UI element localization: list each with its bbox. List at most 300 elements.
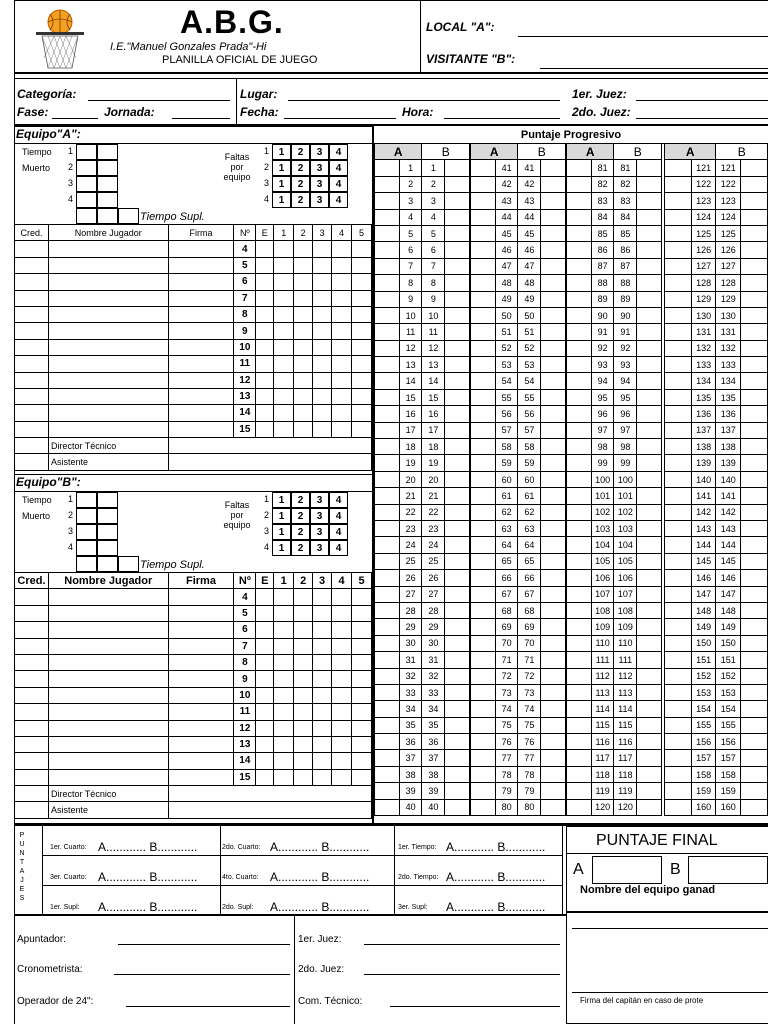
progressive-mark-b[interactable] [741,406,768,422]
foul-box[interactable]: 4 [329,144,348,160]
foul-box[interactable]: 2 [291,144,310,160]
progressive-mark-a[interactable] [375,602,400,618]
progressive-mark-b[interactable] [637,783,662,799]
progressive-mark-a[interactable] [375,635,400,651]
timeout-box[interactable] [97,524,118,540]
roster-cell[interactable] [351,274,371,290]
progressive-mark-b[interactable] [445,750,470,766]
progressive-mark-a[interactable] [665,176,692,192]
roster-cell[interactable] [168,638,234,654]
roster-cell[interactable] [168,241,234,257]
roster-cell[interactable] [168,654,234,670]
progressive-mark-b[interactable] [741,389,768,405]
progressive-mark-b[interactable] [541,717,566,733]
progressive-point-b[interactable]: 57 [518,422,541,438]
progressive-point-b[interactable]: 54 [518,373,541,389]
progressive-mark-b[interactable] [741,570,768,586]
progressive-point-b[interactable]: 146 [716,570,741,586]
progressive-point-b[interactable]: 83 [614,193,637,209]
progressive-point-b[interactable]: 76 [518,734,541,750]
final-a-box[interactable] [592,856,662,884]
progressive-point-a[interactable]: 66 [495,570,518,586]
roster-cell[interactable] [256,241,274,257]
foul-box[interactable]: 1 [272,144,291,160]
progressive-mark-b[interactable] [445,799,470,815]
foul-box[interactable]: 3 [310,524,329,540]
roster-cell[interactable] [256,274,274,290]
roster-cell[interactable] [48,356,168,372]
roster-cell[interactable] [48,241,168,257]
progressive-point-b[interactable]: 59 [518,455,541,471]
progressive-mark-a[interactable] [471,750,496,766]
progressive-point-b[interactable]: 13 [422,357,445,373]
roster-cell[interactable] [332,622,352,638]
progressive-point-a[interactable]: 102 [591,504,614,520]
foul-box[interactable]: 4 [329,176,348,192]
progressive-mark-b[interactable] [541,160,566,176]
progressive-mark-a[interactable] [665,160,692,176]
progressive-point-b[interactable]: 95 [614,389,637,405]
roster-cell[interactable] [313,622,332,638]
progressive-mark-a[interactable] [375,373,400,389]
roster-cell[interactable] [274,290,294,306]
progressive-mark-a[interactable] [567,684,592,700]
progressive-point-b[interactable]: 44 [518,209,541,225]
progressive-mark-b[interactable] [541,406,566,422]
progressive-point-a[interactable]: 43 [495,193,518,209]
progressive-point-b[interactable]: 144 [716,537,741,553]
roster-cell[interactable] [294,622,313,638]
foul-box[interactable]: 1 [272,524,291,540]
progressive-point-b[interactable]: 11 [422,324,445,340]
progressive-point-a[interactable]: 99 [591,455,614,471]
foul-box[interactable]: 4 [329,160,348,176]
progressive-point-a[interactable]: 96 [591,406,614,422]
progressive-point-a[interactable]: 135 [691,389,716,405]
roster-cell[interactable] [352,736,372,752]
roster-cell[interactable] [15,638,49,654]
progressive-point-a[interactable]: 20 [399,471,422,487]
progressive-point-a[interactable]: 104 [591,537,614,553]
foul-box[interactable]: 3 [310,508,329,524]
progressive-point-b[interactable]: 156 [716,734,741,750]
progressive-mark-b[interactable] [541,586,566,602]
progressive-mark-b[interactable] [541,291,566,307]
progressive-point-b[interactable]: 116 [614,734,637,750]
roster-cell[interactable] [168,323,234,339]
progressive-point-a[interactable]: 124 [691,209,716,225]
progressive-point-a[interactable]: 28 [399,602,422,618]
progressive-point-b[interactable]: 26 [422,570,445,586]
progressive-point-b[interactable]: 55 [518,389,541,405]
progressive-point-a[interactable]: 93 [591,357,614,373]
foul-box[interactable]: 4 [329,492,348,508]
progressive-mark-b[interactable] [445,652,470,668]
progressive-mark-b[interactable] [637,357,662,373]
roster-cell[interactable] [332,274,352,290]
progressive-point-a[interactable]: 94 [591,373,614,389]
progressive-mark-b[interactable] [637,471,662,487]
foul-box[interactable]: 2 [291,524,310,540]
progressive-mark-a[interactable] [375,406,400,422]
progressive-point-b[interactable]: 9 [422,291,445,307]
progressive-mark-a[interactable] [471,537,496,553]
progressive-mark-b[interactable] [637,422,662,438]
progressive-mark-b[interactable] [445,668,470,684]
roster-cell[interactable] [15,388,49,404]
puntaje-score[interactable]: A............ B............ [98,840,198,854]
progressive-point-b[interactable]: 122 [716,176,741,192]
progressive-point-b[interactable]: 49 [518,291,541,307]
progressive-mark-a[interactable] [471,176,496,192]
progressive-mark-b[interactable] [741,225,768,241]
foul-box[interactable]: 2 [291,192,310,208]
progressive-mark-a[interactable] [665,602,692,618]
progressive-point-b[interactable]: 70 [518,635,541,651]
progressive-point-a[interactable]: 26 [399,570,422,586]
progressive-mark-a[interactable] [471,602,496,618]
progressive-point-a[interactable]: 74 [495,701,518,717]
roster-cell[interactable] [294,290,313,306]
progressive-point-b[interactable]: 48 [518,275,541,291]
progressive-mark-a[interactable] [665,586,692,602]
roster-cell[interactable] [256,589,274,605]
progressive-mark-b[interactable] [741,471,768,487]
progressive-mark-b[interactable] [637,307,662,323]
roster-cell[interactable] [313,769,332,785]
juez2-field[interactable] [364,974,560,975]
progressive-point-a[interactable]: 63 [495,520,518,536]
progressive-mark-a[interactable] [375,357,400,373]
progressive-mark-a[interactable] [665,504,692,520]
roster-cell[interactable] [15,704,49,720]
progressive-point-b[interactable]: 107 [614,586,637,602]
progressive-point-b[interactable]: 101 [614,488,637,504]
progressive-point-a[interactable]: 150 [691,635,716,651]
roster-cell[interactable] [313,372,332,388]
foul-box[interactable]: 2 [291,508,310,524]
roster-cell[interactable] [274,388,294,404]
roster-cell[interactable] [294,372,313,388]
roster-cell[interactable] [313,589,332,605]
progressive-mark-a[interactable] [375,258,400,274]
roster-cell[interactable] [274,372,294,388]
progressive-mark-a[interactable] [665,750,692,766]
progressive-mark-b[interactable] [741,488,768,504]
progressive-point-b[interactable]: 147 [716,586,741,602]
roster-cell[interactable] [294,769,313,785]
roster-cell[interactable] [48,736,168,752]
progressive-point-b[interactable]: 145 [716,553,741,569]
roster-cell[interactable] [313,687,332,703]
progressive-mark-a[interactable] [567,193,592,209]
progressive-point-a[interactable]: 13 [399,357,422,373]
progressive-mark-b[interactable] [445,537,470,553]
progressive-mark-a[interactable] [375,734,400,750]
roster-cell[interactable] [352,654,372,670]
progressive-point-b[interactable]: 18 [422,439,445,455]
progressive-mark-a[interactable] [375,701,400,717]
roster-cell[interactable] [294,654,313,670]
roster-cell[interactable] [313,339,332,355]
progressive-point-b[interactable]: 10 [422,307,445,323]
progressive-point-b[interactable]: 141 [716,488,741,504]
progressive-point-b[interactable]: 20 [422,471,445,487]
progressive-point-a[interactable]: 40 [399,799,422,815]
progressive-point-b[interactable]: 105 [614,553,637,569]
progressive-point-a[interactable]: 47 [495,258,518,274]
roster-cell[interactable] [256,720,274,736]
roster-cell[interactable] [168,704,234,720]
puntaje-score[interactable]: A............ B............ [446,870,546,884]
progressive-mark-a[interactable] [665,307,692,323]
roster-cell[interactable] [15,405,49,421]
roster-cell[interactable] [256,306,274,322]
progressive-point-a[interactable]: 126 [691,242,716,258]
roster-cell[interactable] [351,356,371,372]
progressive-point-b[interactable]: 90 [614,307,637,323]
progressive-mark-a[interactable] [567,586,592,602]
roster-cell[interactable] [15,274,49,290]
progressive-mark-b[interactable] [741,766,768,782]
progressive-point-a[interactable]: 147 [691,586,716,602]
roster-cell[interactable] [313,241,332,257]
progressive-mark-b[interactable] [741,291,768,307]
roster-cell[interactable] [332,638,352,654]
progressive-mark-b[interactable] [637,504,662,520]
progressive-mark-a[interactable] [567,553,592,569]
progressive-mark-b[interactable] [445,406,470,422]
progressive-point-a[interactable]: 158 [691,766,716,782]
progressive-point-a[interactable]: 42 [495,176,518,192]
progressive-mark-b[interactable] [445,734,470,750]
progressive-mark-b[interactable] [637,439,662,455]
roster-cell[interactable] [313,323,332,339]
progressive-point-b[interactable]: 87 [614,258,637,274]
roster-cell[interactable] [48,704,168,720]
progressive-mark-b[interactable] [741,504,768,520]
progressive-mark-b[interactable] [541,324,566,340]
progressive-mark-b[interactable] [445,766,470,782]
progressive-mark-a[interactable] [567,422,592,438]
roster-cell[interactable] [274,622,294,638]
progressive-mark-a[interactable] [375,553,400,569]
progressive-point-a[interactable]: 48 [495,275,518,291]
progressive-mark-b[interactable] [541,766,566,782]
progressive-point-b[interactable]: 34 [422,701,445,717]
progressive-mark-b[interactable] [445,602,470,618]
foul-box[interactable]: 3 [310,540,329,556]
progressive-mark-b[interactable] [637,225,662,241]
progressive-point-b[interactable]: 71 [518,652,541,668]
progressive-mark-b[interactable] [445,504,470,520]
visitante-field[interactable] [540,68,768,69]
roster-cell[interactable] [332,306,352,322]
progressive-mark-a[interactable] [567,275,592,291]
roster-cell[interactable] [48,290,168,306]
roster-cell[interactable] [294,274,313,290]
progressive-point-a[interactable]: 32 [399,668,422,684]
progressive-mark-a[interactable] [665,701,692,717]
progressive-mark-a[interactable] [471,520,496,536]
foul-box[interactable]: 1 [272,176,291,192]
progressive-point-b[interactable]: 43 [518,193,541,209]
progressive-point-b[interactable]: 129 [716,291,741,307]
progressive-point-b[interactable]: 115 [614,717,637,733]
progressive-point-b[interactable]: 119 [614,783,637,799]
progressive-mark-a[interactable] [665,324,692,340]
progressive-mark-b[interactable] [637,701,662,717]
progressive-point-a[interactable]: 27 [399,586,422,602]
progressive-point-b[interactable]: 135 [716,389,741,405]
progressive-point-a[interactable]: 1 [399,160,422,176]
progressive-point-b[interactable]: 94 [614,373,637,389]
roster-cell[interactable] [313,654,332,670]
timeout-box[interactable] [76,492,97,508]
progressive-point-a[interactable]: 159 [691,783,716,799]
roster-cell[interactable] [256,290,274,306]
progressive-point-a[interactable]: 89 [591,291,614,307]
progressive-mark-a[interactable] [471,504,496,520]
roster-cell[interactable] [274,654,294,670]
progressive-point-b[interactable]: 56 [518,406,541,422]
progressive-point-b[interactable]: 16 [422,406,445,422]
progressive-point-a[interactable]: 91 [591,324,614,340]
progressive-point-b[interactable]: 138 [716,439,741,455]
progressive-point-b[interactable]: 158 [716,766,741,782]
progressive-mark-a[interactable] [375,750,400,766]
progressive-mark-b[interactable] [741,520,768,536]
progressive-mark-a[interactable] [471,734,496,750]
progressive-point-a[interactable]: 103 [591,520,614,536]
progressive-point-b[interactable]: 30 [422,635,445,651]
progressive-point-b[interactable]: 157 [716,750,741,766]
progressive-mark-b[interactable] [445,340,470,356]
progressive-mark-b[interactable] [541,750,566,766]
roster-cell[interactable] [256,339,274,355]
progressive-mark-b[interactable] [541,439,566,455]
progressive-point-b[interactable]: 21 [422,488,445,504]
foul-box[interactable]: 2 [291,540,310,556]
progressive-mark-b[interactable] [637,258,662,274]
progressive-mark-a[interactable] [375,422,400,438]
progressive-point-b[interactable]: 128 [716,275,741,291]
progressive-mark-b[interactable] [541,275,566,291]
roster-cell[interactable] [352,589,372,605]
progressive-mark-b[interactable] [741,602,768,618]
progressive-point-b[interactable]: 81 [614,160,637,176]
progressive-point-b[interactable]: 8 [422,275,445,291]
progressive-point-b[interactable]: 52 [518,340,541,356]
operador-field[interactable] [126,1006,290,1007]
progressive-point-a[interactable]: 65 [495,553,518,569]
progressive-mark-a[interactable] [567,373,592,389]
progressive-mark-b[interactable] [637,553,662,569]
progressive-mark-a[interactable] [665,225,692,241]
progressive-mark-b[interactable] [637,455,662,471]
progressive-mark-a[interactable] [567,455,592,471]
progressive-mark-a[interactable] [567,488,592,504]
progressive-point-a[interactable]: 120 [591,799,614,815]
roster-cell[interactable] [48,654,168,670]
captain-field[interactable] [572,992,768,993]
progressive-point-a[interactable]: 116 [591,734,614,750]
progressive-mark-b[interactable] [741,422,768,438]
roster-cell[interactable] [352,704,372,720]
roster-cell[interactable] [332,323,352,339]
progressive-point-a[interactable]: 15 [399,389,422,405]
progressive-point-a[interactable]: 23 [399,520,422,536]
progressive-mark-b[interactable] [541,357,566,373]
progressive-mark-b[interactable] [445,570,470,586]
foul-box[interactable]: 1 [272,508,291,524]
progressive-point-b[interactable]: 39 [422,783,445,799]
progressive-mark-a[interactable] [375,504,400,520]
progressive-mark-b[interactable] [445,684,470,700]
roster-cell[interactable] [48,589,168,605]
roster-cell[interactable] [313,257,332,273]
foul-box[interactable]: 4 [329,192,348,208]
progressive-point-a[interactable]: 125 [691,225,716,241]
progressive-point-a[interactable]: 101 [591,488,614,504]
progressive-point-b[interactable]: 60 [518,471,541,487]
roster-cell[interactable] [351,241,371,257]
progressive-mark-a[interactable] [471,258,496,274]
progressive-mark-b[interactable] [445,275,470,291]
progressive-mark-b[interactable] [741,275,768,291]
progressive-point-a[interactable]: 77 [495,750,518,766]
progressive-point-a[interactable]: 67 [495,586,518,602]
timeout-box[interactable] [76,508,97,524]
progressive-mark-a[interactable] [375,520,400,536]
progressive-mark-b[interactable] [637,389,662,405]
progressive-point-a[interactable]: 112 [591,668,614,684]
progressive-point-a[interactable]: 133 [691,357,716,373]
roster-cell[interactable] [294,306,313,322]
progressive-mark-b[interactable] [637,373,662,389]
roster-cell[interactable] [48,720,168,736]
progressive-mark-a[interactable] [567,471,592,487]
progressive-point-b[interactable]: 68 [518,602,541,618]
progressive-mark-b[interactable] [541,684,566,700]
progressive-point-b[interactable]: 102 [614,504,637,520]
roster-cell[interactable] [274,241,294,257]
progressive-point-b[interactable]: 114 [614,701,637,717]
progressive-mark-a[interactable] [375,619,400,635]
roster-cell[interactable] [48,769,168,785]
progressive-mark-a[interactable] [567,291,592,307]
roster-cell[interactable] [168,257,234,273]
progressive-point-a[interactable]: 76 [495,734,518,750]
progressive-point-a[interactable]: 138 [691,439,716,455]
progressive-mark-a[interactable] [665,619,692,635]
progressive-point-b[interactable]: 40 [422,799,445,815]
roster-cell[interactable] [313,356,332,372]
progressive-mark-a[interactable] [665,209,692,225]
progressive-mark-b[interactable] [637,750,662,766]
progressive-mark-b[interactable] [541,340,566,356]
roster-cell[interactable] [294,605,313,621]
progressive-mark-a[interactable] [471,586,496,602]
progressive-point-a[interactable]: 115 [591,717,614,733]
progressive-mark-b[interactable] [637,684,662,700]
roster-cell[interactable] [313,274,332,290]
timeout-box[interactable] [76,160,97,176]
progressive-point-b[interactable]: 62 [518,504,541,520]
progressive-mark-b[interactable] [445,193,470,209]
progressive-point-a[interactable]: 111 [591,652,614,668]
progressive-point-b[interactable]: 82 [614,176,637,192]
